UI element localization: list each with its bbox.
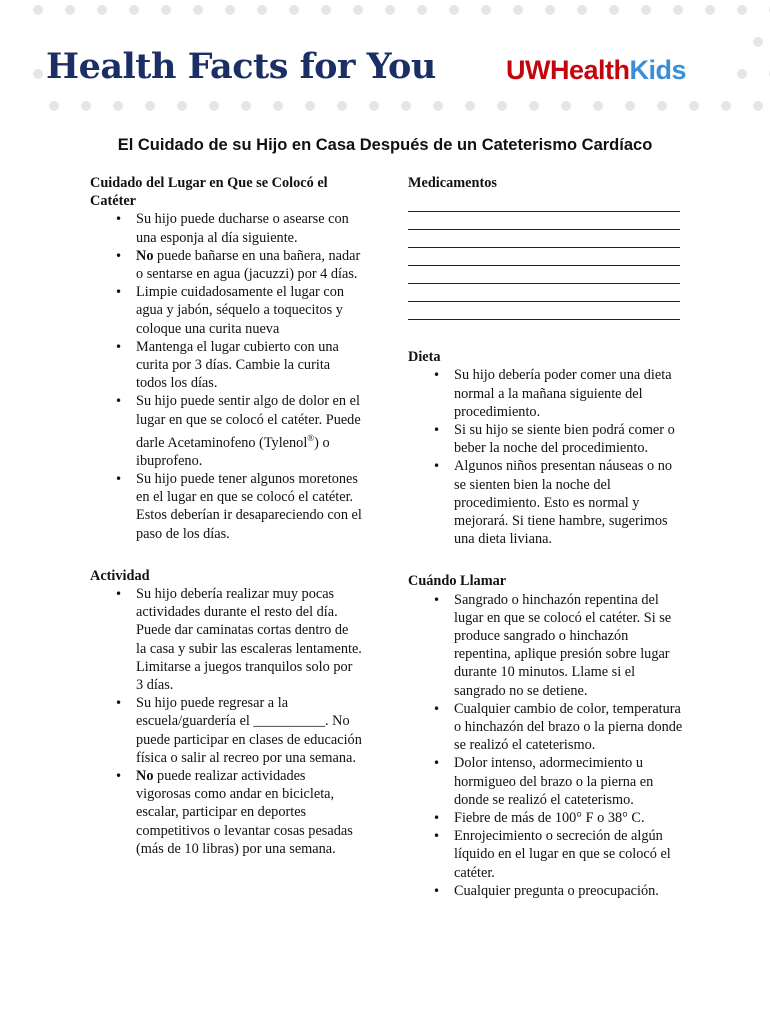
list-item: • No puede bañarse en una bañera, nadar o sentarse en agua (jacuzzi) por 4 días. xyxy=(90,247,362,283)
decorative-dot xyxy=(129,5,139,15)
list-item: • Cualquier pregunta o preocupación. xyxy=(408,882,684,900)
section-heading-when-to-call: Cuándo Llamar xyxy=(408,573,507,590)
decorative-dot xyxy=(273,101,283,111)
activity-list xyxy=(90,585,362,858)
when-to-call-list xyxy=(408,591,684,900)
decorative-dot xyxy=(545,5,555,15)
decorative-dot xyxy=(737,69,747,79)
decorative-dot xyxy=(401,101,411,111)
decorative-dot xyxy=(737,5,747,15)
list-item: • Su hijo puede ducharse o asearse con una esponja al día siguiente. xyxy=(90,210,362,246)
list-item: • Algunos niños presentan náuseas o no se sienten bien la noche del procedimiento. Esto es normal y mejorará. Si tiene hambre, sugerimos una dieta liviana. xyxy=(408,457,684,548)
section-heading-site-care: Cuidado del Lugar en Que se Colocó el Catéter xyxy=(90,175,328,210)
decorative-dot xyxy=(705,5,715,15)
decorative-dot xyxy=(465,101,475,111)
list-item: • Limpie cuidadosamente el lugar con agua y jabón, séquelo a toquecitos y coloque una curita nueva xyxy=(90,283,362,338)
document-title: El Cuidado de su Hijo en Casa Después de un Cateterismo Cardíaco xyxy=(117,136,653,154)
decorative-dot xyxy=(177,101,187,111)
decorative-dot xyxy=(353,5,363,15)
list-item: • Su hijo puede regresar a la escuela/guardería el __________. No puede participar en clases de educación física o salir al recreo por una semana. xyxy=(90,694,362,767)
decorative-dot xyxy=(145,101,155,111)
page-header xyxy=(0,0,770,118)
blank-write-line xyxy=(408,194,680,212)
list-item: • Cualquier cambio de color, temperatura o hinchazón del brazo o la pierna donde se realizó el cateterismo. xyxy=(408,700,684,755)
uw-health-kids-logo: UWHealthKids xyxy=(506,55,687,85)
decorative-dot xyxy=(33,69,43,79)
decorative-dot xyxy=(193,5,203,15)
decorative-dot xyxy=(209,101,219,111)
decorative-dot xyxy=(113,101,123,111)
list-item: • Dolor intenso, adormecimiento u hormigueo del brazo o la pierna en donde se realizó el cateterismo. xyxy=(408,754,684,809)
decorative-dot xyxy=(433,101,443,111)
decorative-dot xyxy=(721,101,731,111)
list-item: • Su hijo debería realizar muy pocas actividades durante el resto del día. Puede dar caminatas cortas dentro de la casa y subir las escaleras lentamente. Limitarse a juegos tranquilos solo por 3 días. xyxy=(90,585,362,694)
blank-write-line xyxy=(408,302,680,320)
section-heading-medications: Medicamentos xyxy=(408,175,497,191)
decorative-dot xyxy=(497,101,507,111)
list-item: • Si su hijo se siente bien podrá comer o beber la noche del procedimiento. xyxy=(408,421,684,457)
decorative-dot xyxy=(481,5,491,15)
list-item: • Su hijo debería poder comer una dieta normal a la mañana siguiente del procedimiento. xyxy=(408,366,684,421)
decorative-dot xyxy=(561,101,571,111)
decorative-dot xyxy=(33,5,43,15)
blank-write-line xyxy=(408,212,680,230)
decorative-dot xyxy=(337,101,347,111)
decorative-dot xyxy=(657,101,667,111)
decorative-dot xyxy=(369,101,379,111)
brand-title: Health Facts for You xyxy=(46,46,436,87)
decorative-dot xyxy=(753,101,763,111)
decorative-dot xyxy=(609,5,619,15)
list-item: • Fiebre de más de 100° F o 38° C. xyxy=(408,809,684,827)
decorative-dot xyxy=(65,5,75,15)
list-item: • No puede realizar actividades vigorosas como andar en bicicleta, escalar, participar en deportes competitivos o levantar cosas pesadas (más de 10 libras) por una semana. xyxy=(90,767,362,858)
decorative-dot xyxy=(225,5,235,15)
decorative-dot xyxy=(161,5,171,15)
decorative-dot xyxy=(689,101,699,111)
right-column xyxy=(408,174,684,900)
list-item: • Enrojecimiento o secreción de algún líquido en el lugar en que se colocó el catéter. xyxy=(408,827,684,882)
decorative-dot xyxy=(385,5,395,15)
diet-list xyxy=(408,366,684,548)
medication-blank-lines xyxy=(408,194,684,320)
list-item: • Su hijo puede tener algunos moretones en el lugar en que se colocó el catéter. Estos deberían ir desapareciendo con el paso de los días. xyxy=(90,470,362,543)
decorative-dot xyxy=(417,5,427,15)
decorative-dot xyxy=(513,5,523,15)
decorative-dot xyxy=(49,101,59,111)
decorative-dot xyxy=(449,5,459,15)
blank-write-line xyxy=(408,230,680,248)
left-column xyxy=(90,174,362,858)
decorative-dot xyxy=(593,101,603,111)
decorative-dot xyxy=(305,101,315,111)
list-item: • Su hijo puede sentir algo de dolor en el lugar en que se colocó el catéter. Puede darle Acetaminofeno (Tylenol®) o ibuprofeno. xyxy=(90,392,362,470)
list-item: • Mantenga el lugar cubierto con una curita por 3 días. Cambie la curita todos los días. xyxy=(90,338,362,393)
decorative-dot xyxy=(673,5,683,15)
decorative-dot xyxy=(241,101,251,111)
decorative-dot xyxy=(577,5,587,15)
decorative-dot xyxy=(753,37,763,47)
section-heading-diet: Dieta xyxy=(408,349,441,366)
decorative-dot xyxy=(529,101,539,111)
decorative-dot xyxy=(641,5,651,15)
decorative-dot xyxy=(625,101,635,111)
decorative-dot xyxy=(81,101,91,111)
decorative-dot xyxy=(257,5,267,15)
blank-write-line xyxy=(408,248,680,266)
section-heading-activity: Actividad xyxy=(90,567,150,584)
site-care-list xyxy=(90,210,362,542)
list-item: • Sangrado o hinchazón repentina del lugar en que se colocó el catéter. Si se produce sangrado o hinchazón repentina, aplique presión sobre lugar durante 10 minutos. Llame si el sangrado no se detiene. xyxy=(408,591,684,700)
blank-write-line xyxy=(408,284,680,302)
decorative-dot xyxy=(321,5,331,15)
blank-write-line xyxy=(408,266,680,284)
decorative-dot xyxy=(97,5,107,15)
decorative-dot xyxy=(289,5,299,15)
